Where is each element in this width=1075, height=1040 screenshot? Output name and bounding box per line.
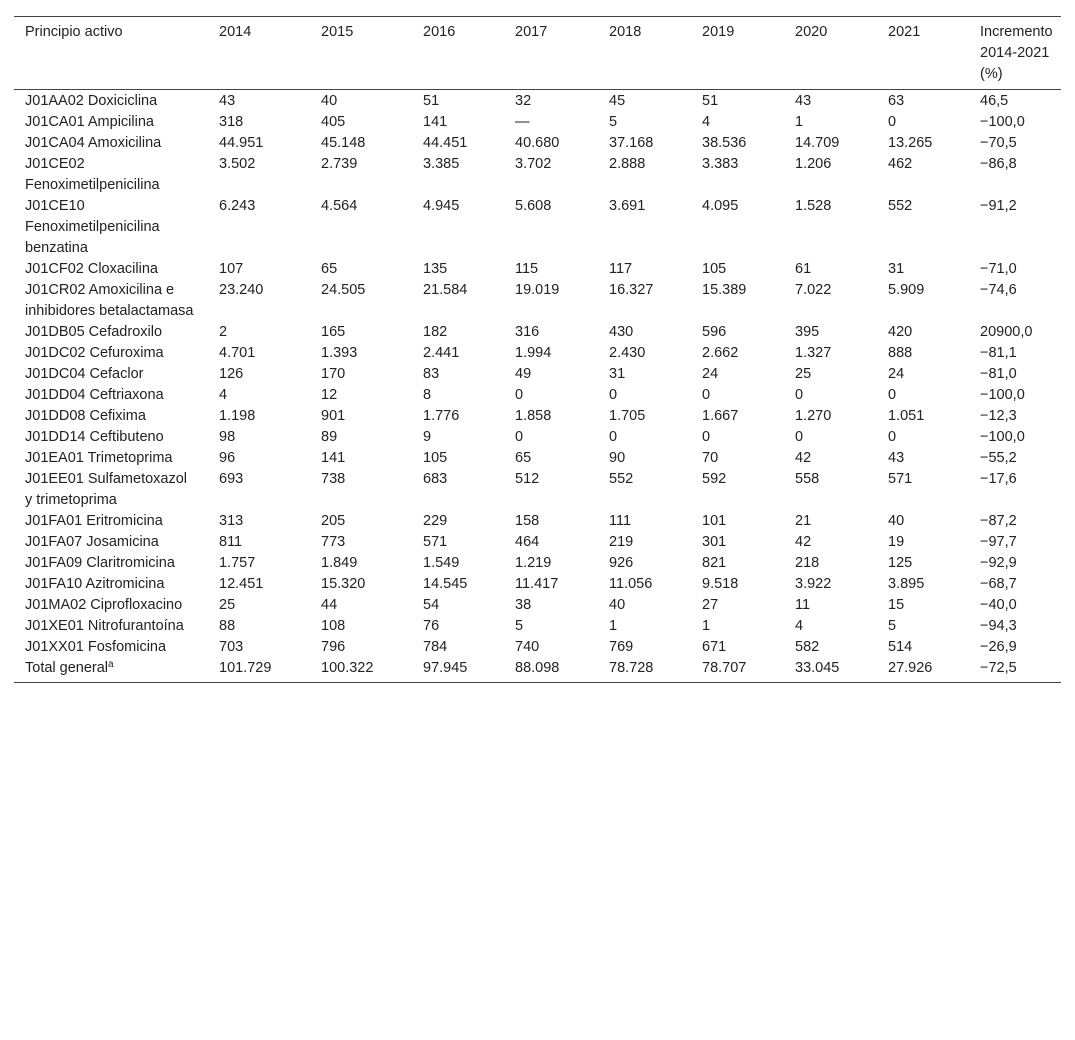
table-cell: 218 xyxy=(795,555,820,571)
table-cell: 395 xyxy=(795,324,820,340)
total-cell: 33.045 xyxy=(795,660,840,676)
table-cell: 1.757 xyxy=(219,555,256,571)
table-cell: 170 xyxy=(321,366,346,382)
table-cell: 1.705 xyxy=(609,408,646,424)
table-cell: 1 xyxy=(702,618,711,634)
table-cell: 1.393 xyxy=(321,345,358,361)
table-cell: 25 xyxy=(219,597,236,613)
table-cell: 0 xyxy=(888,429,897,445)
table-cell: 105 xyxy=(702,261,727,277)
table-cell: 14.545 xyxy=(423,576,468,592)
table-cell: −97,7 xyxy=(980,534,1017,550)
total-cell: 100.322 xyxy=(321,660,374,676)
table-cell: 464 xyxy=(515,534,540,550)
table-cell: 784 xyxy=(423,639,448,655)
row-principio-activo: J01XE01 Nitrofurantoína xyxy=(25,618,184,634)
table-cell: 552 xyxy=(609,471,634,487)
table-row xyxy=(14,259,1061,280)
table-cell: 405 xyxy=(321,114,346,130)
total-cell: 78.728 xyxy=(609,660,654,676)
table-cell: 0 xyxy=(609,429,618,445)
table-cell: −55,2 xyxy=(980,450,1017,466)
table-cell: 0 xyxy=(515,387,524,403)
table-cell: 1.849 xyxy=(321,555,358,571)
row-principio-activo: J01FA01 Eritromicina xyxy=(25,513,163,529)
table-cell: 703 xyxy=(219,639,244,655)
table-cell: 316 xyxy=(515,324,540,340)
column-header-2017: 2017 xyxy=(515,24,548,40)
table-cell: 5.608 xyxy=(515,198,552,214)
table-cell: 2.430 xyxy=(609,345,646,361)
table-cell: 1.994 xyxy=(515,345,552,361)
table-row xyxy=(14,406,1061,427)
table-cell: 1.528 xyxy=(795,198,832,214)
table-cell: 9 xyxy=(423,429,432,445)
table-cell: −94,3 xyxy=(980,618,1017,634)
table-cell: 90 xyxy=(609,450,626,466)
row-principio-activo: J01CA04 Amoxicilina xyxy=(25,135,162,151)
row-principio-activo: J01DC04 Cefaclor xyxy=(25,366,144,382)
table-cell: 1.051 xyxy=(888,408,925,424)
header-row xyxy=(14,17,1061,90)
table-cell: 11 xyxy=(795,597,811,613)
table-cell: −26,9 xyxy=(980,639,1017,655)
table-row xyxy=(14,343,1061,364)
table-cell: 70 xyxy=(702,450,719,466)
row-principio-activo: J01FA07 Josamicina xyxy=(25,534,159,550)
column-header-2018: 2018 xyxy=(609,24,642,40)
table-cell: 796 xyxy=(321,639,346,655)
table-cell: 98 xyxy=(219,429,236,445)
table-cell: 1.667 xyxy=(702,408,739,424)
table-cell: 45 xyxy=(609,93,626,109)
footnote-marker: a xyxy=(108,659,114,670)
table-cell: 44 xyxy=(321,597,338,613)
table-cell: 5 xyxy=(515,618,524,634)
row-principio-activo: J01AA02 Doxiciclina xyxy=(25,93,158,109)
table-cell: 7.022 xyxy=(795,282,832,298)
table-cell: 1.270 xyxy=(795,408,832,424)
table-cell: 11.056 xyxy=(609,576,653,592)
table-cell: 96 xyxy=(219,450,236,466)
row-principio-activo: J01CE10 Fenoximetilpenicilina benzatina xyxy=(25,198,160,256)
table-cell: 3.691 xyxy=(609,198,646,214)
total-label-cell xyxy=(14,658,208,683)
column-header-2019: 2019 xyxy=(702,24,735,40)
table-cell: 23.240 xyxy=(219,282,264,298)
table-cell: −81,1 xyxy=(980,345,1017,361)
table-cell: 6.243 xyxy=(219,198,256,214)
table-cell: 182 xyxy=(423,324,448,340)
total-cell: 78.707 xyxy=(702,660,747,676)
table-cell: 125 xyxy=(888,555,913,571)
column-header-principio-activo: Principio activo xyxy=(25,24,123,40)
table-cell: 20900,0 xyxy=(980,324,1033,340)
table-cell: 9.518 xyxy=(702,576,739,592)
table-cell: 40.680 xyxy=(515,135,560,151)
total-row xyxy=(14,658,1061,683)
table-cell: 16.327 xyxy=(609,282,654,298)
table-cell: 15.389 xyxy=(702,282,747,298)
table-cell: 4 xyxy=(795,618,804,634)
table-row xyxy=(14,469,1061,511)
column-header-2014: 2014 xyxy=(219,24,252,40)
table-cell: 3.383 xyxy=(702,156,739,172)
table-cell: 596 xyxy=(702,324,727,340)
table-cell: 31 xyxy=(888,261,905,277)
table-header xyxy=(14,17,1061,90)
table-cell: 111 xyxy=(609,513,632,529)
table-cell: 1 xyxy=(609,618,618,634)
table-cell: 582 xyxy=(795,639,820,655)
table-cell: 1.776 xyxy=(423,408,460,424)
table-cell: 32 xyxy=(515,93,532,109)
table-cell: −17,6 xyxy=(980,471,1017,487)
table-row xyxy=(14,511,1061,532)
table-cell: 42 xyxy=(795,534,812,550)
table-cell: 21 xyxy=(795,513,812,529)
table-cell: 0 xyxy=(795,387,804,403)
table-row xyxy=(14,133,1061,154)
column-header-2021: 2021 xyxy=(888,24,921,40)
table-cell: 229 xyxy=(423,513,448,529)
table-cell: 44.951 xyxy=(219,135,264,151)
table-cell: 5 xyxy=(609,114,618,130)
row-principio-activo: J01CA01 Ampicilina xyxy=(25,114,154,130)
table-cell: 141 xyxy=(321,450,346,466)
table-cell: −100,0 xyxy=(980,429,1025,445)
table-cell: 83 xyxy=(423,366,440,382)
table-cell: 2.441 xyxy=(423,345,460,361)
table-cell: 43 xyxy=(888,450,905,466)
row-principio-activo: J01DD14 Ceftibuteno xyxy=(25,429,164,445)
table-cell: 1.858 xyxy=(515,408,552,424)
row-principio-activo: J01CE02 Fenoximetilpenicilina xyxy=(25,156,160,193)
table-cell: 0 xyxy=(888,387,897,403)
table-cell: 24 xyxy=(888,366,905,382)
table-cell: 45.148 xyxy=(321,135,366,151)
table-cell: 4.564 xyxy=(321,198,358,214)
table-cell: −86,8 xyxy=(980,156,1017,172)
table-cell: 15 xyxy=(888,597,905,613)
table-cell: 462 xyxy=(888,156,913,172)
table-cell: 2.739 xyxy=(321,156,358,172)
table-cell: −70,5 xyxy=(980,135,1017,151)
table-cell: 3.922 xyxy=(795,576,832,592)
table-row xyxy=(14,322,1061,343)
table-cell: 671 xyxy=(702,639,727,655)
table-cell: 108 xyxy=(321,618,346,634)
table-cell: 65 xyxy=(321,261,338,277)
table-cell: 0 xyxy=(702,387,711,403)
table-cell: 89 xyxy=(321,429,338,445)
table-cell: −12,3 xyxy=(980,408,1017,424)
table-cell: −81,0 xyxy=(980,366,1017,382)
table-cell: 205 xyxy=(321,513,346,529)
table-cell: 1.198 xyxy=(219,408,256,424)
table-row xyxy=(14,448,1061,469)
row-principio-activo: J01DB05 Cefadroxilo xyxy=(25,324,163,340)
table-cell: 54 xyxy=(423,597,440,613)
table-cell: 2.888 xyxy=(609,156,646,172)
table-cell: 37.168 xyxy=(609,135,654,151)
table-cell: 738 xyxy=(321,471,346,487)
table-cell: 592 xyxy=(702,471,727,487)
table-cell: 420 xyxy=(888,324,913,340)
table-cell: 0 xyxy=(888,114,897,130)
table-cell: 42 xyxy=(795,450,812,466)
table-cell: 901 xyxy=(321,408,346,424)
table-row xyxy=(14,154,1061,196)
table-cell: 5 xyxy=(888,618,897,634)
table-cell: 301 xyxy=(702,534,727,550)
table-cell: 38 xyxy=(515,597,532,613)
table-cell: 3.895 xyxy=(888,576,925,592)
table-cell: 105 xyxy=(423,450,448,466)
table-cell: −74,6 xyxy=(980,282,1017,298)
table-row xyxy=(14,112,1061,133)
table-cell: 0 xyxy=(609,387,618,403)
table-cell: 552 xyxy=(888,198,913,214)
table-cell: −91,2 xyxy=(980,198,1017,214)
total-cell: 97.945 xyxy=(423,660,468,676)
table-cell: 38.536 xyxy=(702,135,747,151)
table-cell: 571 xyxy=(888,471,913,487)
column-header-incremento: Incremento 2014-2021 (%) xyxy=(980,24,1053,82)
table-cell: 219 xyxy=(609,534,634,550)
table-cell: 107 xyxy=(219,261,244,277)
table-row xyxy=(14,280,1061,322)
table-cell: 3.502 xyxy=(219,156,256,172)
table-cell: −87,2 xyxy=(980,513,1017,529)
table-cell: 19.019 xyxy=(515,282,560,298)
row-principio-activo: J01FA09 Claritromicina xyxy=(25,555,175,571)
column-header-2016: 2016 xyxy=(423,24,456,40)
table-cell: 0 xyxy=(795,429,804,445)
table-cell: 101 xyxy=(702,513,727,529)
table-cell: 571 xyxy=(423,534,448,550)
table-cell: −100,0 xyxy=(980,387,1025,403)
row-principio-activo: J01DD04 Ceftriaxona xyxy=(25,387,164,403)
table-cell: 49 xyxy=(515,366,532,382)
table-cell: 3.702 xyxy=(515,156,552,172)
antibiotic-consumption-table xyxy=(14,16,1061,683)
table-cell: 12.451 xyxy=(219,576,264,592)
table-cell: 683 xyxy=(423,471,448,487)
row-principio-activo: J01DC02 Cefuroxima xyxy=(25,345,164,361)
table-row xyxy=(14,90,1061,113)
table-cell: 40 xyxy=(609,597,626,613)
table-cell: 318 xyxy=(219,114,244,130)
table-cell: −68,7 xyxy=(980,576,1017,592)
table-cell: 141 xyxy=(423,114,448,130)
total-label: Total general xyxy=(25,660,109,676)
table-cell: 512 xyxy=(515,471,540,487)
total-cell: −72,5 xyxy=(980,660,1017,676)
table-cell: 13.265 xyxy=(888,135,933,151)
table-cell: 158 xyxy=(515,513,540,529)
total-cell: 101.729 xyxy=(219,660,272,676)
table-cell: 135 xyxy=(423,261,448,277)
table-cell: 740 xyxy=(515,639,540,655)
table-cell: 0 xyxy=(702,429,711,445)
table-cell: 12 xyxy=(321,387,338,403)
table-cell: 773 xyxy=(321,534,346,550)
table-cell: 46,5 xyxy=(980,93,1009,109)
table-cell: 76 xyxy=(423,618,440,634)
table-cell: 43 xyxy=(219,93,236,109)
table-cell: 811 xyxy=(219,534,243,550)
table-row xyxy=(14,532,1061,553)
table-cell: 8 xyxy=(423,387,432,403)
table-row xyxy=(14,364,1061,385)
row-principio-activo: J01EE01 Sulfametoxazol y trimetoprima xyxy=(25,471,188,508)
table-cell: 25 xyxy=(795,366,812,382)
table-cell: 1 xyxy=(795,114,804,130)
table-cell: 4.095 xyxy=(702,198,739,214)
table-cell: 4.945 xyxy=(423,198,460,214)
row-principio-activo: J01CR02 Amoxicilina e inhibidores betalactamasa xyxy=(25,282,194,319)
table-cell: 821 xyxy=(702,555,727,571)
table-cell: −40,0 xyxy=(980,597,1017,613)
table-cell: 313 xyxy=(219,513,244,529)
table-cell: 24.505 xyxy=(321,282,366,298)
row-principio-activo: J01MA02 Ciprofloxacino xyxy=(25,597,183,613)
table-cell: −100,0 xyxy=(980,114,1025,130)
column-header-2020: 2020 xyxy=(795,24,828,40)
table-row xyxy=(14,196,1061,259)
table-row xyxy=(14,616,1061,637)
table-body xyxy=(14,90,1061,683)
table-row xyxy=(14,574,1061,595)
table-cell: 1.219 xyxy=(515,555,552,571)
table-cell: 4 xyxy=(702,114,711,130)
table-cell: 693 xyxy=(219,471,244,487)
table-cell: 51 xyxy=(702,93,719,109)
table-cell: 769 xyxy=(609,639,634,655)
table-cell: 61 xyxy=(795,261,812,277)
table-cell: 4 xyxy=(219,387,228,403)
total-cell: 88.098 xyxy=(515,660,560,676)
table-cell: 40 xyxy=(888,513,905,529)
table-cell: 514 xyxy=(888,639,913,655)
table-row xyxy=(14,427,1061,448)
table-cell: 1.327 xyxy=(795,345,832,361)
row-principio-activo: J01EA01 Trimetoprima xyxy=(25,450,173,466)
table-row xyxy=(14,553,1061,574)
row-principio-activo: J01XX01 Fosfomicina xyxy=(25,639,167,655)
table-cell: 31 xyxy=(609,366,626,382)
table-cell: 926 xyxy=(609,555,634,571)
table-cell: 888 xyxy=(888,345,913,361)
table-cell: 5.909 xyxy=(888,282,925,298)
table-row xyxy=(14,595,1061,616)
table-cell: 115 xyxy=(515,261,539,277)
table-row xyxy=(14,385,1061,406)
table-cell: 4.701 xyxy=(219,345,256,361)
table-cell: 430 xyxy=(609,324,634,340)
row-principio-activo: J01FA10 Azitromicina xyxy=(25,576,165,592)
table-cell: −71,0 xyxy=(980,261,1017,277)
table-cell: 21.584 xyxy=(423,282,468,298)
table-cell: 0 xyxy=(515,429,524,445)
table-cell: 117 xyxy=(609,261,633,277)
table-cell: 126 xyxy=(219,366,244,382)
table-cell: 558 xyxy=(795,471,820,487)
table-cell: 165 xyxy=(321,324,346,340)
table-cell: 19 xyxy=(888,534,905,550)
table-row xyxy=(14,637,1061,658)
table-cell: −92,9 xyxy=(980,555,1017,571)
table-cell: 65 xyxy=(515,450,532,466)
table-cell: 24 xyxy=(702,366,719,382)
table-cell: 14.709 xyxy=(795,135,840,151)
table-cell: 3.385 xyxy=(423,156,460,172)
row-principio-activo: J01DD08 Cefixima xyxy=(25,408,146,424)
table-cell: 44.451 xyxy=(423,135,468,151)
row-principio-activo: J01CF02 Cloxacilina xyxy=(25,261,158,277)
column-header-2015: 2015 xyxy=(321,24,354,40)
table-cell: 43 xyxy=(795,93,812,109)
table-cell: 2.662 xyxy=(702,345,739,361)
table-cell: 63 xyxy=(888,93,905,109)
table-cell: 11.417 xyxy=(515,576,559,592)
table-cell: — xyxy=(515,114,530,130)
table-cell: 27 xyxy=(702,597,719,613)
total-cell: 27.926 xyxy=(888,660,933,676)
table-cell: 88 xyxy=(219,618,236,634)
table-cell: 1.206 xyxy=(795,156,832,172)
table-cell: 1.549 xyxy=(423,555,460,571)
table-cell: 40 xyxy=(321,93,338,109)
table-cell: 2 xyxy=(219,324,228,340)
table-cell: 15.320 xyxy=(321,576,366,592)
table-cell: 51 xyxy=(423,93,440,109)
